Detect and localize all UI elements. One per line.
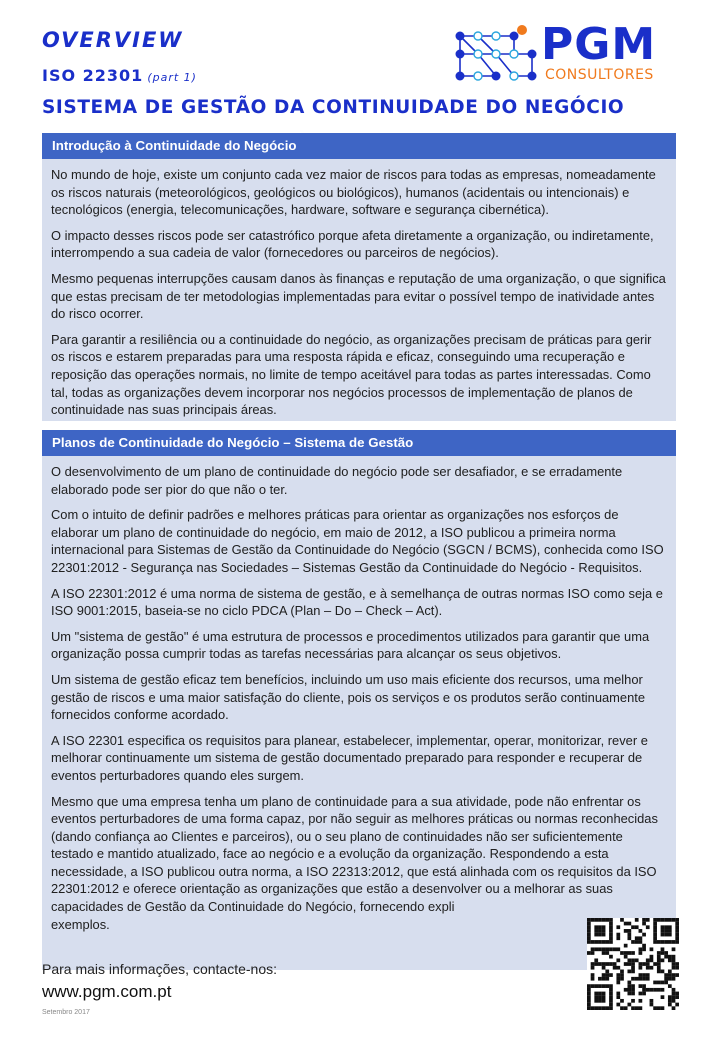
section-plans-header: Planos de Continuidade do Negócio – Sistema de Gestão bbox=[42, 430, 676, 456]
paragraph: Para garantir a resiliência ou a continuidade do negócio, as organizações precisam de práticas para gerir os riscos e estarem preparadas para uma resposta rápida e eficaz, conseguindo uma recuperação e reposição das operações normais, no limite de tempo aceitável para todas as partes interessadas. Como tal, todas as organizações devem incorporar nos negócios processos de implementação de planos de continuidade nas suas principais áreas. bbox=[51, 331, 652, 418]
paragraph: Um sistema de gestão eficaz tem benefícios, incluindo um uso mais eficiente dos recursos, uma melhor gestão de riscos e uma maior satisfação do cliente, pois os serviços e os produtos serão continuamente fornecidos conforme acordado. bbox=[51, 671, 646, 723]
website-link[interactable]: www.pgm.com.pt bbox=[42, 982, 172, 1001]
paragraph: Com o intuito de definir padrões e melhores práticas para orientar as organizações nos esforços de elaborar um plano de continuidade do negócio, em maio de 2012, a ISO publicou a primeira norma internacional para Sistemas de Gestão da Continuidade do Negócio (SGCN / BCMS), conhecida como ISO 22301:2012 - Segurança nas Sociedades – Sistemas Gestão da Continuidade do Negócio - Requisitos. bbox=[51, 507, 664, 575]
iso-label bbox=[42, 66, 197, 85]
paragraph: Um "sistema de gestão" é uma estrutura de processos e procedimentos utilizados para garantir que uma organização possa cumprir todas as tarefas necessárias para alcançar os seus objetivos. bbox=[51, 628, 650, 662]
paragraph: O desenvolvimento de um plano de continuidade do negócio pode ser desafiador, e se erradamente elaborado pode ser pior do que não o ter. bbox=[51, 464, 623, 497]
paragraph: No mundo de hoje, existe um conjunto cada vez maior de riscos para todas as empresas, nomeadamente os riscos naturais (meteorológicos, geológicos ou biológicos), humanos (acidentais ou intencionais) e tecnológicos (energia, telecomunicações, hardware, software e segurança cibernética). bbox=[51, 167, 656, 218]
paragraph: O impacto desses riscos pode ser catastrófico porque afeta diretamente a organização, ou indiretamente, interrompendo a sua cadeia de valor (fornecedores ou parceiros de negócios). bbox=[51, 227, 654, 261]
logo-subtitle: CONSULTORES bbox=[545, 67, 654, 83]
overview-label: OVERVIEW bbox=[42, 28, 184, 52]
paragraph: A ISO 22301:2012 é uma norma de sistema de gestão, e à semelhança de outras normas ISO como seja e ISO 9001:2015, baseia-se no ciclo PDCA (Plan – Do – Check – Act). bbox=[51, 585, 663, 619]
page-title: SISTEMA DE GESTÃO DA CONTINUIDADE DO NEGÓCIO bbox=[42, 97, 625, 118]
logo-wordmark: PGM bbox=[541, 19, 657, 70]
part-label: (part 1) bbox=[147, 71, 197, 84]
date-label: Setembro 2017 bbox=[42, 1009, 90, 1016]
contact-label: Para mais informações, contacte-nos: bbox=[42, 961, 277, 977]
section-plans-body bbox=[42, 456, 676, 970]
iso-number: ISO 22301 bbox=[42, 66, 144, 85]
section-intro-body bbox=[42, 159, 676, 421]
paragraph: exemplos. bbox=[51, 916, 110, 932]
section-intro-header: Introdução à Continuidade do Negócio bbox=[42, 133, 676, 159]
paragraph: Mesmo que uma empresa tenha um plano de continuidade para a sua atividade, pode não enfrentar os eventos perturbadores de uma forma capaz, por não seguir as melhores práticas ou normas reconhecidas (dando confiança ao Clientes e parceiros), ou o seu plano de continuidades não ser suficientemente testado e mantido atualizado, face ao negócio e a evolução da organização. Respondendo a esta necessidade, a ISO publicou outra norma, a ISO 22313:2012, que está alinhada com os requisitos da ISO 22301:2012 e oferece orientação as organizações que estão a desenvolver ou a melhorar as suas capacidades de Gestão da Continuidade do Negócio, fornecendo expli bbox=[51, 793, 658, 915]
paragraph: A ISO 22301 especifica os requisitos para planear, estabelecer, implementar, operar, monitorizar, rever e melhorar continuamente um sistema de gestão documentado preparado para responder e recuperar de eventos perturbadores quando eles surgem. bbox=[51, 732, 648, 783]
paragraph: Mesmo pequenas interrupções causam danos às finanças e reputação de uma organização, o que significa que estas precisam de ter metodologias implementadas para evitar o possível tempo de inatividade antes do risco ocorrer. bbox=[51, 270, 666, 322]
qr-code-icon[interactable] bbox=[587, 918, 679, 1010]
